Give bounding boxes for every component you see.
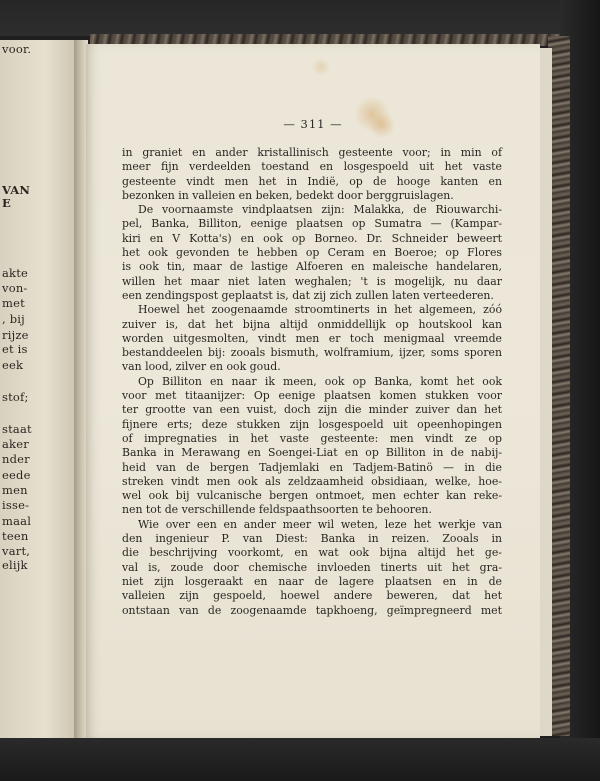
left-page-text: stof; bbox=[2, 390, 29, 404]
text-line: kiri en V Kotta's) en ook op Borneo. Dr. Schneider beweert bbox=[122, 231, 502, 245]
text-line: in graniet en ander kristallinisch gesteente voor; in min of bbox=[122, 146, 502, 159]
text-line: nen tot de verschillende feldspaathsoorten te behooren. bbox=[122, 503, 432, 517]
text-line: zuiver is, dat het bijna altijd onmiddellijk op houtskool kan bbox=[122, 317, 502, 331]
text-line: wel ook bij vulcanische bergen ontmoet, men echter kan reke- bbox=[122, 489, 502, 503]
text-line: De voornaamste vindplaatsen zijn: Malakka, de Riouwarchi- bbox=[138, 203, 502, 217]
left-page-text: men bbox=[2, 483, 28, 497]
body-text bbox=[122, 146, 502, 618]
page-number: — 311 — bbox=[283, 117, 343, 131]
text-line: van lood, zilver en ook goud. bbox=[122, 360, 281, 374]
text-line: heid van de bergen Tadjemlaki en Tadjem-Batinö — in die bbox=[122, 460, 502, 474]
left-page-text: , bij bbox=[2, 312, 25, 326]
text-line: of impregnaties in het vaste gesteente: men vindt ze op bbox=[122, 431, 502, 445]
left-page-text: E bbox=[2, 196, 11, 210]
text-line: val is, zoude door chemische invloeden tinerts uit het gra- bbox=[122, 560, 502, 574]
text-line: Wie over een en ander meer wil weten, leze het werkje van bbox=[138, 517, 502, 531]
left-page-text: rijze bbox=[2, 328, 29, 342]
book-page bbox=[86, 44, 540, 738]
text-line: Banka in Merawang en Soengei-Liat en op Billiton in de nabij- bbox=[122, 446, 502, 460]
left-page-text: isse- bbox=[2, 498, 30, 512]
left-page-text: akte bbox=[2, 266, 29, 280]
text-line: niet zijn losgeraakt en naar de lagere plaatsen en in de bbox=[122, 574, 502, 588]
text-line: streken vindt men ook als zeldzaamheid obsidiaan, welke, hoe- bbox=[122, 474, 502, 488]
background-top bbox=[0, 0, 600, 36]
left-page-text: staat bbox=[2, 422, 32, 436]
text-line: Hoewel het zoogenaamde stroomtinerts in het algemeen, zóó bbox=[138, 303, 502, 317]
left-page-text: met bbox=[2, 296, 25, 310]
text-line: pel, Banka, Billiton, eenige plaatsen op Sumatra — (Kampar- bbox=[122, 217, 502, 231]
left-page-text: maal bbox=[2, 514, 32, 528]
left-page-text: nder bbox=[2, 452, 30, 466]
page-edges bbox=[538, 48, 552, 736]
background-bottom bbox=[0, 738, 600, 781]
text-line: is ook tin, maar de lastige Alfoeren en maleische handelaren, bbox=[122, 260, 502, 274]
left-page-text: eede bbox=[2, 468, 31, 482]
text-line: ter grootte van een vuist, doch zijn die minder zuiver dan het bbox=[122, 403, 502, 417]
text-line: voor met titaanijzer: Op eenige plaatsen komen stukken voor bbox=[122, 389, 502, 403]
text-line: valleien zijn gespoeld, hoewel andere beweren, dat het bbox=[122, 589, 502, 603]
text-line: die beschrijving voorkomt, en wat ook bijna altijd het ge- bbox=[122, 546, 502, 560]
left-page-text: von- bbox=[2, 281, 28, 295]
text-line: een zendingspost geplaatst is, dat zij zich zullen laten verteederen. bbox=[122, 288, 494, 302]
left-page-text: et is bbox=[2, 342, 28, 356]
left-page-text: teen bbox=[2, 529, 29, 543]
left-page-text: voor. bbox=[2, 42, 32, 56]
left-page-text: eek bbox=[2, 358, 24, 372]
text-line: het ook gevonden te hebben op Ceram en Boeroe; op Flores bbox=[122, 246, 502, 260]
text-line: meer fijn verdeelden toestand en losgespoeld uit het vaste bbox=[122, 160, 502, 174]
text-line: bestanddeelen bij: zooals bismuth, wolframium, ijzer, soms sporen bbox=[122, 346, 502, 360]
foxing-stain bbox=[312, 58, 330, 76]
text-line: Op Billiton en naar ik meen, ook op Banka, komt het ook bbox=[138, 374, 502, 388]
text-line: gesteente vindt men het in Indië, op de hooge kanten en bbox=[122, 174, 502, 188]
left-page-fragment bbox=[0, 40, 74, 740]
left-page-text: elijk bbox=[2, 558, 28, 572]
left-page-text: vart, bbox=[2, 544, 31, 558]
text-line: bezonken in valleien en beken, bedekt door berggruislagen. bbox=[122, 188, 454, 202]
left-page-text: VAN bbox=[2, 183, 31, 197]
text-line: fijnere erts; deze stukken zijn losgespoeld uit opeenhopingen bbox=[122, 417, 502, 431]
text-line: worden uitgesmolten, vindt men er toch menigmaal vreemde bbox=[122, 331, 502, 345]
text-line: ontstaan van de zoogenaamde tapkhoeng, geïmpregneerd met bbox=[122, 603, 502, 617]
text-line: den ingenieur P. van Diest: Banka in reizen. Zooals in bbox=[122, 532, 502, 546]
left-page-text: aker bbox=[2, 437, 29, 451]
text-line: willen het maar niet laten weghalen; 't is mogelijk, nu daar bbox=[122, 274, 502, 288]
